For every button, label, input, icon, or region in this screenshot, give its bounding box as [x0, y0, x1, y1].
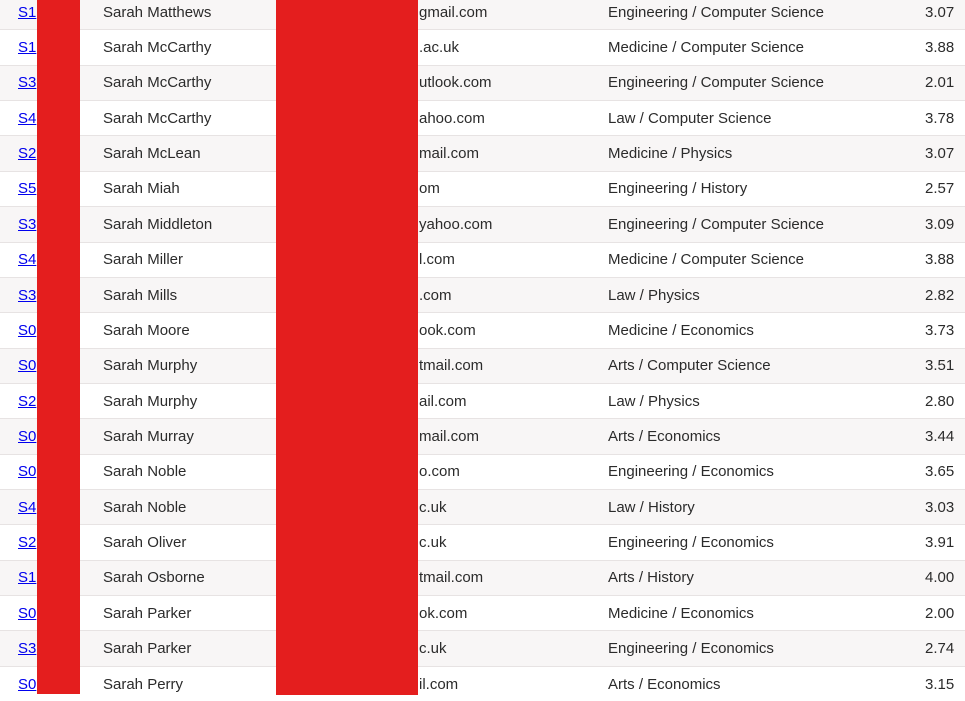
- student-department: Medicine / Computer Science: [608, 251, 804, 269]
- table-row: [0, 596, 965, 631]
- student-gpa: 2.82: [925, 286, 955, 304]
- student-name: Sarah Matthews: [103, 3, 212, 21]
- student-id-link[interactable]: S1: [18, 569, 37, 587]
- student-id-link[interactable]: S2: [18, 145, 37, 163]
- student-gpa: 3.88: [925, 251, 955, 269]
- student-id-link[interactable]: S3: [18, 74, 37, 92]
- student-gpa: 3.15: [925, 675, 955, 693]
- student-gpa: 3.03: [925, 498, 955, 516]
- student-id-link[interactable]: S1: [18, 3, 37, 21]
- student-id-link[interactable]: S0: [18, 675, 37, 693]
- table-row: [0, 0, 965, 30]
- student-gpa: 3.07: [925, 145, 955, 163]
- student-id-link[interactable]: S4: [18, 109, 37, 127]
- student-department: Engineering / Economics: [608, 534, 774, 552]
- student-department: Medicine / Economics: [608, 604, 754, 622]
- table-row: [0, 419, 965, 454]
- student-name: Sarah Miller: [103, 251, 184, 269]
- student-email: .ac.uk: [419, 39, 460, 57]
- student-name: Sarah Moore: [103, 321, 190, 339]
- student-id-link[interactable]: S0: [18, 357, 37, 375]
- student-id-link[interactable]: S1: [18, 39, 37, 57]
- student-email: om: [419, 180, 440, 198]
- student-name: Sarah McCarthy: [103, 109, 212, 127]
- table-row: [0, 207, 965, 242]
- student-department: Engineering / Economics: [608, 463, 774, 481]
- student-id-link[interactable]: S0: [18, 604, 37, 622]
- table-row: [0, 561, 965, 596]
- student-gpa: 3.78: [925, 109, 955, 127]
- student-gpa: 4.00: [925, 569, 955, 587]
- student-name: Sarah Oliver: [103, 534, 187, 552]
- table-row: [0, 455, 965, 490]
- redaction-overlay-emails: [276, 0, 418, 695]
- table-row: [0, 101, 965, 136]
- student-id-link[interactable]: S0: [18, 463, 37, 481]
- table-row: [0, 525, 965, 560]
- student-department: Arts / History: [608, 569, 694, 587]
- student-id-link[interactable]: S0: [18, 321, 37, 339]
- redaction-overlay-ids: [37, 0, 80, 694]
- student-gpa: 3.73: [925, 321, 955, 339]
- student-department: Arts / Computer Science: [608, 357, 771, 375]
- student-email: il.com: [419, 675, 459, 693]
- table-row: [0, 631, 965, 666]
- student-email: yahoo.com: [419, 215, 493, 233]
- student-name: Sarah Miah: [103, 180, 180, 198]
- student-department: Medicine / Economics: [608, 321, 754, 339]
- student-name: Sarah Perry: [103, 675, 184, 693]
- table-row: [0, 278, 965, 313]
- student-name: Sarah Murray: [103, 427, 194, 445]
- student-name: Sarah McLean: [103, 145, 201, 163]
- student-department: Medicine / Physics: [608, 145, 733, 163]
- student-name: Sarah Noble: [103, 463, 187, 481]
- table-row: [0, 667, 965, 701]
- student-department: Medicine / Computer Science: [608, 39, 804, 57]
- student-gpa: 2.80: [925, 392, 955, 410]
- table-row: [0, 313, 965, 348]
- student-department: Arts / Economics: [608, 675, 721, 693]
- student-name: Sarah Murphy: [103, 357, 198, 375]
- student-email: .com: [419, 286, 452, 304]
- student-gpa: 3.07: [925, 3, 955, 21]
- student-email: tmail.com: [419, 357, 484, 375]
- student-department: Law / Physics: [608, 286, 700, 304]
- student-department: Law / Computer Science: [608, 109, 772, 127]
- student-name: Sarah Middleton: [103, 215, 213, 233]
- student-department: Law / Physics: [608, 392, 700, 410]
- student-gpa: 2.01: [925, 74, 955, 92]
- table-row: [0, 136, 965, 171]
- student-email: ahoo.com: [419, 109, 485, 127]
- student-gpa: 3.65: [925, 463, 955, 481]
- student-email: o.com: [419, 463, 460, 481]
- table-row: [0, 30, 965, 65]
- student-name: Sarah Osborne: [103, 569, 205, 587]
- student-email: mail.com: [419, 427, 480, 445]
- student-department: Law / History: [608, 498, 695, 516]
- student-name: Sarah McCarthy: [103, 74, 212, 92]
- student-department: Engineering / Computer Science: [608, 215, 824, 233]
- student-email: c.uk: [419, 534, 447, 552]
- student-id-link[interactable]: S4: [18, 251, 37, 269]
- student-email: l.com: [419, 251, 455, 269]
- student-name: Sarah McCarthy: [103, 39, 212, 57]
- student-email: c.uk: [419, 640, 447, 658]
- student-email: c.uk: [419, 498, 447, 516]
- student-id-link[interactable]: S2: [18, 392, 37, 410]
- student-department: Arts / Economics: [608, 427, 721, 445]
- student-id-link[interactable]: S2: [18, 534, 37, 552]
- student-gpa: 3.44: [925, 427, 955, 445]
- student-email: tmail.com: [419, 569, 484, 587]
- table-row: [0, 243, 965, 278]
- student-department: Engineering / Computer Science: [608, 74, 824, 92]
- student-gpa: 3.91: [925, 534, 955, 552]
- student-email: ok.com: [419, 604, 468, 622]
- student-gpa: 3.09: [925, 215, 955, 233]
- table-row: [0, 490, 965, 525]
- student-name: Sarah Parker: [103, 640, 192, 658]
- table-row: [0, 349, 965, 384]
- student-department: Engineering / History: [608, 180, 748, 198]
- student-department: Engineering / Computer Science: [608, 3, 824, 21]
- student-email: ail.com: [419, 392, 467, 410]
- student-name: Sarah Murphy: [103, 392, 198, 410]
- student-name: Sarah Noble: [103, 498, 187, 516]
- student-gpa: 3.51: [925, 357, 955, 375]
- student-gpa: 2.74: [925, 640, 955, 658]
- student-department: Engineering / Economics: [608, 640, 774, 658]
- student-id-link[interactable]: S3: [18, 640, 37, 658]
- table-row: [0, 172, 965, 207]
- student-id-link[interactable]: S5: [18, 180, 37, 198]
- student-id-link[interactable]: S3: [18, 286, 37, 304]
- table-row: [0, 66, 965, 101]
- student-id-link[interactable]: S4: [18, 498, 37, 516]
- student-gpa: 3.88: [925, 39, 955, 57]
- student-id-link[interactable]: S0: [18, 427, 37, 445]
- student-email: mail.com: [419, 145, 480, 163]
- student-email: utlook.com: [419, 74, 492, 92]
- student-name: Sarah Parker: [103, 604, 192, 622]
- student-id-link[interactable]: S3: [18, 215, 37, 233]
- student-gpa: 2.00: [925, 604, 955, 622]
- student-email: ook.com: [419, 321, 476, 339]
- table-row: [0, 384, 965, 419]
- student-email: gmail.com: [419, 3, 488, 21]
- student-gpa: 2.57: [925, 180, 955, 198]
- student-name: Sarah Mills: [103, 286, 178, 304]
